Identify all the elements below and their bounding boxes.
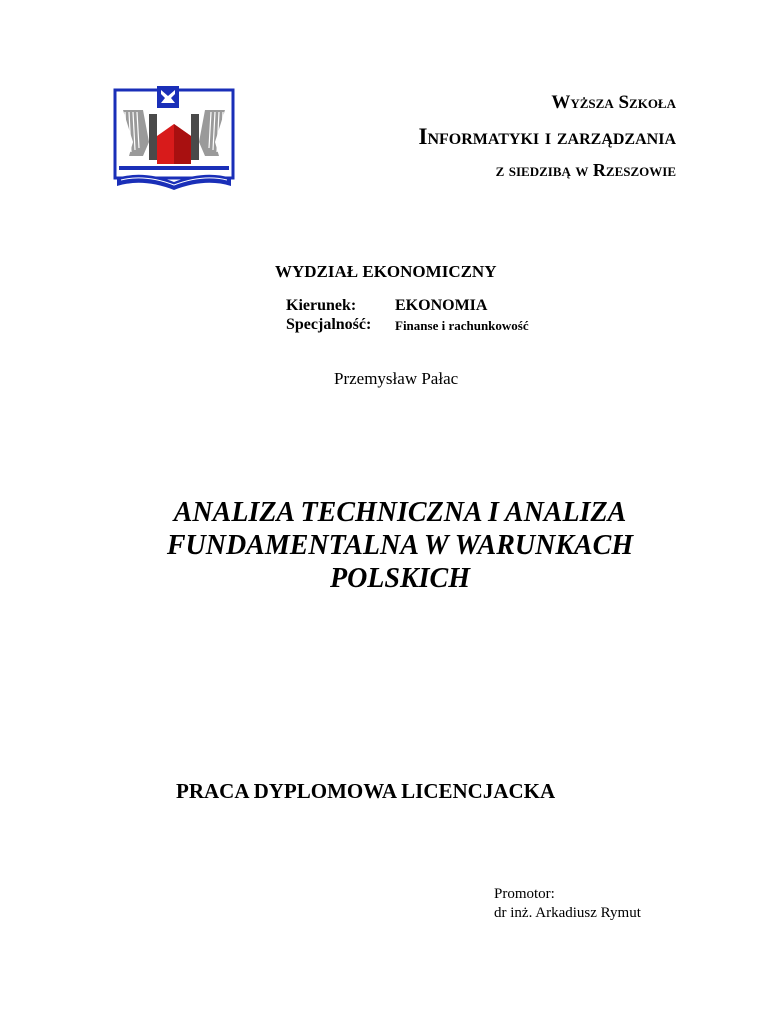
faculty-name: WYDZIAŁ EKONOMICZNY — [275, 262, 497, 281]
major-value: EKONOMIA — [395, 297, 488, 314]
university-location: z siedzibą w Rzeszowie — [495, 160, 676, 180]
major-label: Kierunek: — [286, 297, 357, 314]
specialization-label: Specjalność: — [286, 316, 372, 333]
university-logo — [113, 86, 235, 196]
promoter-label: Promotor: — [494, 886, 555, 902]
university-name-line2: Informatyki i zarządzania — [418, 124, 676, 149]
thesis-type: PRACA DYPLOMOWA LICENCJACKA — [176, 779, 556, 803]
promoter-name: dr inż. Arkadiusz Rymut — [494, 905, 641, 921]
specialization-value: Finanse i rachunkowość — [395, 318, 529, 333]
thesis-title: ANALIZA TECHNICZNA I ANALIZA FUNDAMENTALNA W WARUNKACH POLSKICH — [166, 497, 634, 594]
author-name: Przemysław Pałac — [334, 369, 459, 388]
university-name-line1: Wyższa Szkoła — [551, 92, 676, 113]
